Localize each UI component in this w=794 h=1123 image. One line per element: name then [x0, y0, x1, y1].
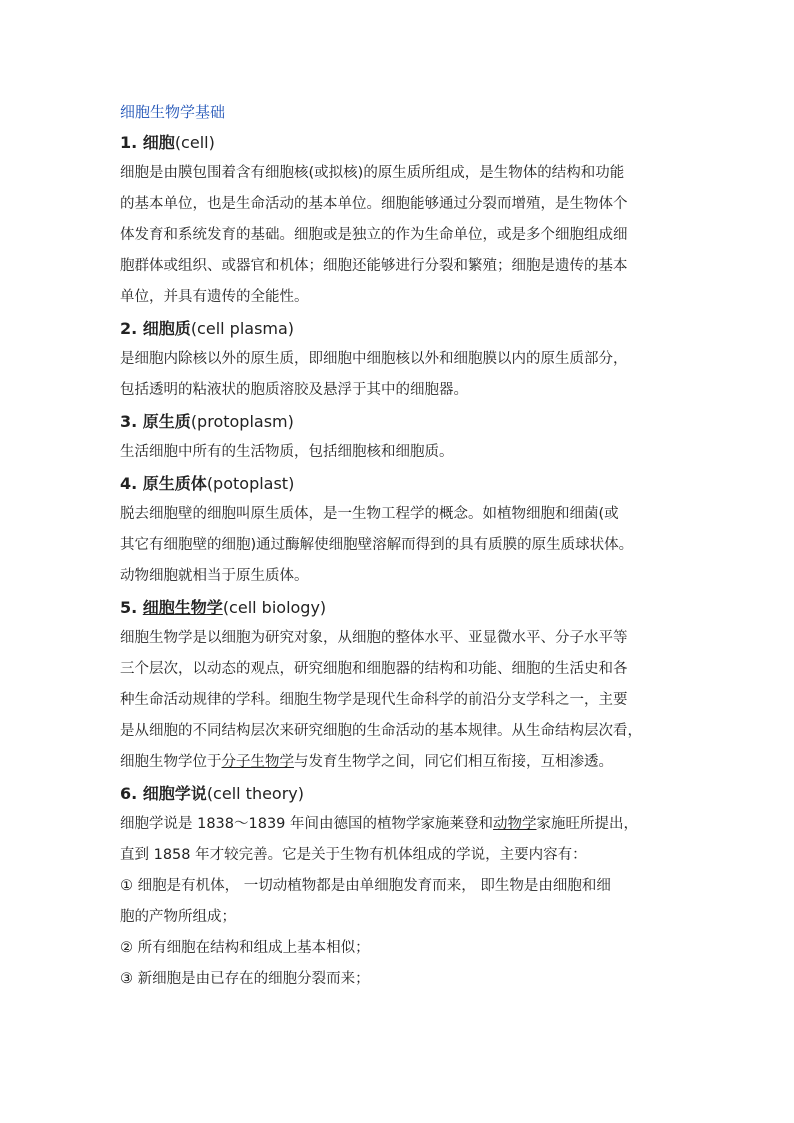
text-segment: 家施旺所提出，: [536, 816, 639, 832]
text-segment: 细胞生物学位于: [120, 754, 222, 770]
section-term-en: (cell biology): [222, 598, 327, 617]
section-term-en: (cell plasma): [190, 319, 295, 338]
section-heading-5: [120, 595, 720, 621]
text-line: ② 所有细胞在结构和组成上基本相似；: [120, 940, 370, 956]
text-line: [120, 747, 720, 778]
text-line: 胞的产物所组成；: [120, 909, 236, 925]
text-segment: 细胞学说是 1838～1839 年间由德国的植物学家施莱登和: [120, 816, 494, 832]
text-line: 细胞生物学是以细胞为研究对象，从细胞的整体水平、亚显微水平、分子水平等: [120, 630, 628, 646]
text-line: 胞群体或组织、或器官和机体；细胞还能够进行分裂和繁殖；细胞是遗传的基本: [120, 258, 628, 274]
section-number: 4.: [120, 474, 138, 493]
section-heading-1: [120, 130, 720, 156]
text-line: 直到 1858 年才较完善。它是关于生物有机体组成的学说，主要内容有：: [120, 847, 587, 863]
section-number: 2.: [120, 319, 138, 338]
section-number: 3.: [120, 412, 138, 431]
text-line: 体发育和系统发育的基础。细胞或是独立的作为生命单位，或是多个细胞组成细: [120, 227, 628, 243]
text-line: 动物细胞就相当于原生质体。: [120, 568, 309, 584]
section-number: 1.: [120, 133, 138, 152]
text-line: 脱去细胞壁的细胞叫原生质体，是一生物工程学的概念。如植物细胞和细菌(或: [120, 506, 619, 522]
section-body-6: [120, 809, 720, 995]
document-title: 细胞生物学基础: [120, 103, 226, 121]
section-term-en: (protoplasm): [190, 412, 294, 431]
section-term-en: (potoplast): [206, 474, 295, 493]
section-body-2: [120, 344, 720, 406]
molecular-biology-link[interactable]: 分子生物学: [221, 754, 294, 770]
section-heading-2: [120, 316, 720, 342]
section-term-link[interactable]: 细胞生物学: [142, 598, 223, 617]
section-term: 细胞: [142, 133, 175, 152]
text-line: 三个层次，以动态的观点，研究细胞和细胞器的结构和功能、细胞的生活史和各: [120, 661, 628, 677]
section-number: 6.: [120, 784, 138, 803]
section-body-1: [120, 158, 720, 313]
section-body-4: [120, 499, 720, 592]
section-number: 5.: [120, 598, 138, 617]
section-body-5: [120, 623, 720, 778]
text-line: 单位，并具有遗传的全能性。: [120, 289, 309, 305]
section-term-en: (cell): [174, 133, 215, 152]
text-line: 是从细胞的不同结构层次来研究细胞的生命活动的基本规律。从生命结构层次看，: [120, 723, 642, 739]
section-term: 细胞质: [142, 319, 191, 338]
section-term: 原生质: [142, 412, 191, 431]
section-heading-6: [120, 781, 720, 807]
text-line: 是细胞内除核以外的原生质，即细胞中细胞核以外和细胞膜以内的原生质部分，: [120, 351, 628, 367]
text-line: 其它有细胞壁的细胞)通过酶解使细胞壁溶解而得到的具有质膜的原生质球状体。: [120, 537, 634, 553]
text-line: [120, 809, 720, 840]
section-term-en: (cell theory): [206, 784, 305, 803]
text-line: 的基本单位，也是生命活动的基本单位。细胞能够通过分裂而增殖，是生物体个: [120, 196, 628, 212]
section-body-3: [120, 437, 720, 468]
text-line: 种生命活动规律的学科。细胞生物学是现代生命科学的前沿分支学科之一，主要: [120, 692, 628, 708]
text-line: 细胞是由膜包围着含有细胞核(或拟核)的原生质所组成，是生物体的结构和功能: [120, 165, 625, 181]
section-term: 细胞学说: [142, 784, 207, 803]
section-heading-4: [120, 471, 720, 497]
text-line: 包括透明的粘液状的胞质溶胶及悬浮于其中的细胞器。: [120, 382, 468, 398]
document-page: [120, 98, 720, 995]
section-term: 原生质体: [142, 474, 207, 493]
text-line: 生活细胞中所有的生活物质，包括细胞核和细胞质。: [120, 444, 454, 460]
text-segment: 与发育生物学之间，同它们相互衔接，互相渗透。: [294, 754, 613, 770]
zoology-link[interactable]: 动物学: [493, 816, 537, 832]
text-line: ③ 新细胞是由已存在的细胞分裂而来；: [120, 971, 370, 987]
section-heading-3: [120, 409, 720, 435]
text-line: ① 细胞是有机体， 一切动植物都是由单细胞发育而来， 即生物是由细胞和细: [120, 878, 611, 894]
